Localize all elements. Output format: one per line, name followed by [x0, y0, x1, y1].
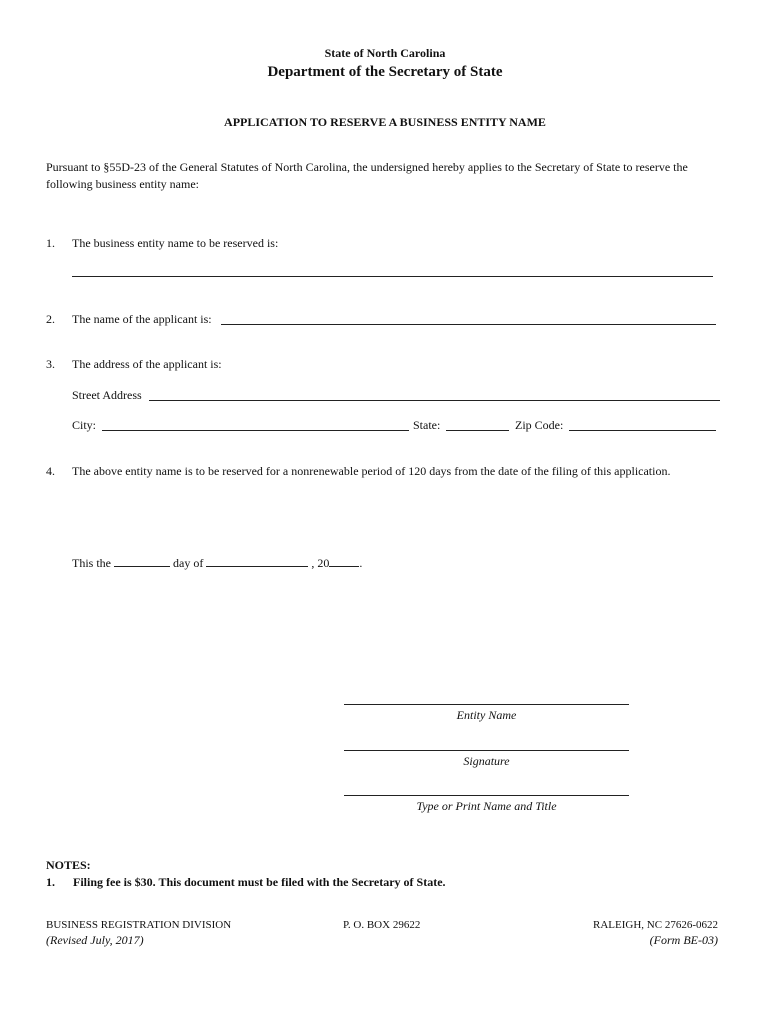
this-the-text: This the — [72, 556, 111, 570]
entity-name-caption: Entity Name — [456, 708, 517, 722]
item-2-label: The name of the applicant is: — [72, 312, 212, 326]
item-3-number: 3. — [46, 357, 55, 371]
print-name-caption: Type or Print Name and Title — [416, 799, 557, 813]
intro-paragraph: Pursuant to §55D-23 of the General Statutes of North Carolina, the undersigned hereby applies to the Secretary of State to reserve the following business entity name: — [46, 160, 688, 191]
date-line — [72, 555, 362, 571]
footer-city: RALEIGH, NC 27626-0622 — [593, 919, 718, 931]
zip-code-line[interactable] — [569, 430, 716, 431]
street-address-label: Street Address — [72, 388, 142, 402]
department-heading: Department of the Secretary of State — [267, 64, 503, 80]
street-address-line[interactable] — [149, 400, 720, 401]
entity-name-signature-line[interactable] — [344, 704, 629, 705]
item-4-number: 4. — [46, 464, 55, 478]
footer-form-number: (Form BE-03) — [649, 933, 718, 947]
period-text: . — [359, 556, 363, 570]
zip-code-label: Zip Code: — [515, 418, 564, 432]
applicant-name-line[interactable] — [221, 324, 716, 325]
month-blank[interactable] — [206, 555, 308, 567]
footer-revised: (Revised July, 2017) — [46, 933, 144, 947]
comma-text: , — [311, 556, 315, 570]
notes-heading: NOTES: — [46, 858, 91, 872]
item-2-number: 2. — [46, 312, 55, 326]
item-1-number: 1. — [46, 236, 55, 250]
item-4-text: The above entity name is to be reserved for a nonrenewable period of 120 days from the date of the filing of this application. — [72, 464, 671, 478]
city-label: City: — [72, 418, 97, 432]
note-1-number: 1. — [46, 875, 55, 889]
day-blank[interactable] — [114, 555, 170, 567]
signature-line[interactable] — [344, 750, 629, 751]
footer-pobox: P. O. BOX 29622 — [343, 919, 421, 931]
item-1-label: The business entity name to be reserved is: — [72, 236, 279, 250]
footer-division: BUSINESS REGISTRATION DIVISION — [46, 919, 232, 931]
state-heading: State of North Carolina — [324, 46, 446, 60]
day-of-text: day of — [173, 556, 204, 570]
state-line[interactable] — [446, 430, 509, 431]
note-1-text: Filing fee is $30. This document must be filed with the Secretary of State. — [73, 875, 446, 889]
item-3-label: The address of the applicant is: — [72, 357, 222, 371]
form-title: APPLICATION TO RESERVE A BUSINESS ENTITY NAME — [224, 115, 546, 129]
entity-name-line[interactable] — [72, 276, 713, 277]
city-line[interactable] — [102, 430, 409, 431]
signature-caption: Signature — [463, 754, 510, 768]
year-blank[interactable] — [329, 555, 359, 567]
print-name-line[interactable] — [344, 795, 629, 796]
state-label: State: — [413, 418, 441, 432]
year-prefix-text: 20 — [317, 556, 330, 570]
